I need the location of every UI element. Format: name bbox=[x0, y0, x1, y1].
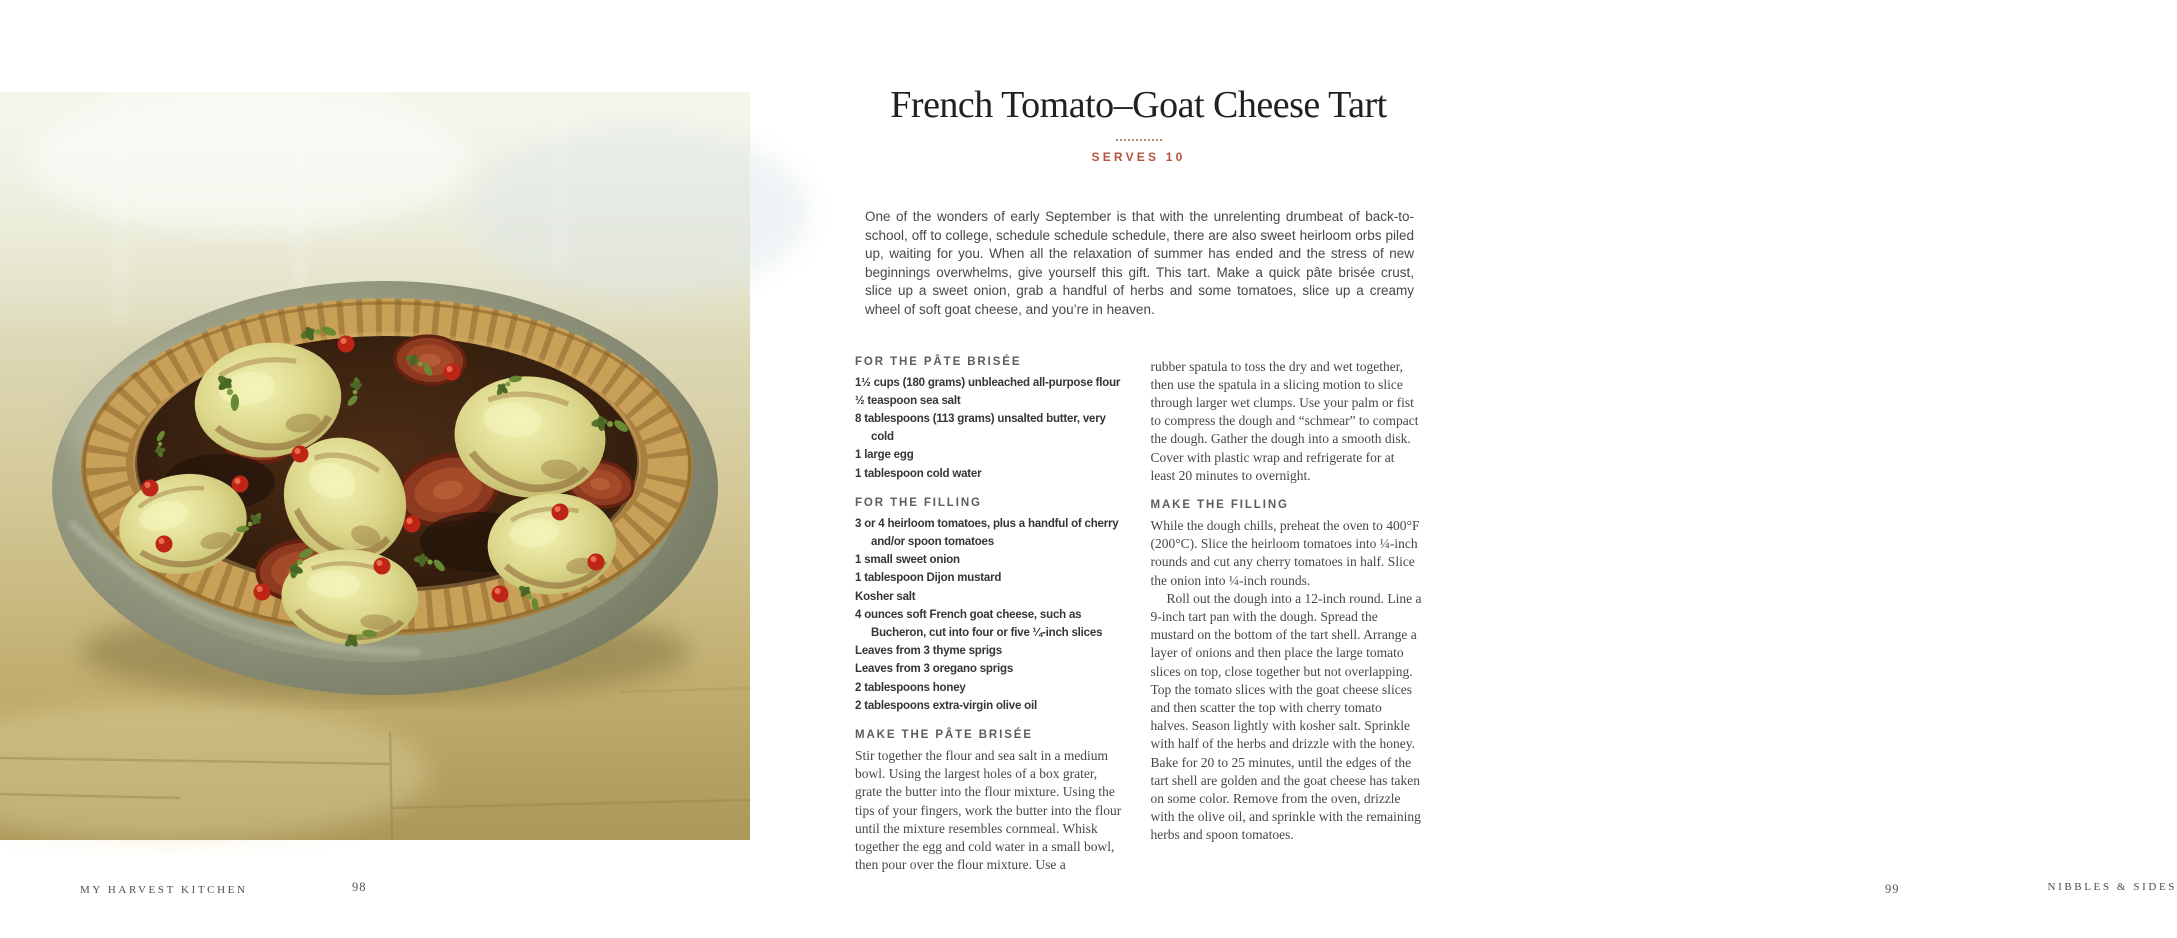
tart-photo bbox=[0, 92, 750, 840]
ingredient-list-pate bbox=[855, 374, 1127, 483]
serves-label: SERVES 10 bbox=[1091, 150, 1186, 164]
ingredient-item: Leaves from 3 thyme sprigs bbox=[855, 645, 1002, 658]
ingredient-item: Kosher salt bbox=[855, 590, 916, 603]
ingredient-item: 1½ cups (180 grams) unbleached all-purpose flour bbox=[855, 376, 1121, 389]
ingredient-item: 1 tablespoon cold water bbox=[855, 467, 982, 480]
running-head-book-title: MY HARVEST KITCHEN bbox=[80, 884, 248, 896]
section-heading-make-filling: MAKE THE FILLING bbox=[1150, 498, 1289, 511]
ingredient-item: 3 or 4 heirloom tomatoes, plus a handful of cherry and/or spoon tomatoes bbox=[855, 517, 1119, 548]
left-page bbox=[0, 0, 750, 938]
ingredient-list-filling bbox=[855, 515, 1127, 715]
recipe-column-right bbox=[1151, 356, 1423, 875]
section-heading-filling-ingredients: FOR THE FILLING bbox=[855, 496, 982, 509]
right-page bbox=[755, 0, 2177, 938]
make-filling-instructions-1: While the dough chills, preheat the oven to 400°F (200°C). Slice the heirloom tomatoes into ¼-inch rounds and cut any cherry tomatoes in half. Slice the onion into ¼-inch rounds. bbox=[1150, 517, 1420, 588]
ingredient-item: Leaves from 3 oregano sprigs bbox=[855, 663, 1014, 676]
recipe-column-left bbox=[855, 356, 1127, 875]
page-number-right: 99 bbox=[1885, 882, 1900, 896]
ingredient-item: 1 tablespoon Dijon mustard bbox=[855, 572, 1002, 585]
ingredient-item: 1 small sweet onion bbox=[855, 554, 960, 567]
make-pate-instructions-continued: rubber spatula to toss the dry and wet together, then use the spatula in a slicing motion to slice through larger wet clumps. Use your palm or fist to compress the dough and “schmear” to compact the dough. Gather the dough into a smooth disk. Cover with plastic wrap and refrigerate for at least 20 minutes to overnight. bbox=[1150, 358, 1419, 483]
recipe-intro: One of the wonders of early September is that with the unrelenting drumbeat of back-to-school, off to college, schedule schedule schedule, there are also sweet heirloom orbs piled up, waiting for you. When all the relaxation of summer has ended and the stress of new beginnings overwhelms, give yourself this gift. This tart. Make a quick pâte brisée crust, slice up a sweet onion, grab a handful of herbs and some tomatoes, slice up a creamy wheel of soft goat cheese, and you’re in heaven. bbox=[865, 209, 1414, 317]
recipe-columns bbox=[855, 356, 1422, 875]
ingredient-item: 2 tablespoons extra-virgin olive oil bbox=[855, 699, 1037, 712]
make-pate-instructions: Stir together the flour and sea salt in a medium bowl. Using the largest holes of a box grater, grate the butter into the flour mixture. Using the tips of your fingers, work the butter into the flour until the mixture resembles cornmeal. Whisk together the egg and cold water in a small bowl, then pour over the flour mixture. Use a bbox=[855, 748, 1122, 873]
right-page-footer bbox=[1885, 880, 2177, 898]
left-page-footer bbox=[80, 880, 680, 898]
ingredient-item: 1 large egg bbox=[855, 449, 914, 462]
section-heading-make-pate: MAKE THE PÂTE BRISÉE bbox=[855, 729, 1033, 742]
ingredient-item: ½ teaspoon sea salt bbox=[855, 394, 961, 407]
section-heading-pate-ingredients: FOR THE PÂTE BRISÉE bbox=[855, 355, 1022, 368]
running-head-chapter: NIBBLES & SIDES bbox=[2047, 881, 2177, 893]
ingredient-item: 4 ounces soft French goat cheese, such as Bucheron, cut into four or five ¼-inch slices bbox=[855, 608, 1103, 639]
ingredient-item: 8 tablespoons (113 grams) unsalted butter, very cold bbox=[855, 412, 1106, 444]
ingredient-item: 2 tablespoons honey bbox=[855, 681, 966, 694]
ornament-divider bbox=[1116, 139, 1162, 141]
recipe-title: French Tomato–Goat Cheese Tart bbox=[890, 84, 1387, 126]
make-filling-instructions-2: Roll out the dough into a 12-inch round. Line a 9-inch tart pan with the dough. Spread the mustard on the bottom of the tart shell. Arrange a layer of onions and then place the large tomato slices on top, close together but not overlapping. Top the tomato slices with the goat cheese slices and then scatter the top with cherry tomato halves. Season lightly with kosher salt. Sprinkle with half of the herbs and drizzle with the honey. Bake for 20 to 25 minutes, until the edges of the tart shell are golden and the goat cheese has taken on some color. Remove from the oven, drizzle with the olive oil, and sprinkle with the remaining herbs and spoon tomatoes. bbox=[1150, 590, 1422, 843]
tart-photo-illustration bbox=[0, 92, 750, 840]
page-number-left: 98 bbox=[352, 880, 367, 894]
